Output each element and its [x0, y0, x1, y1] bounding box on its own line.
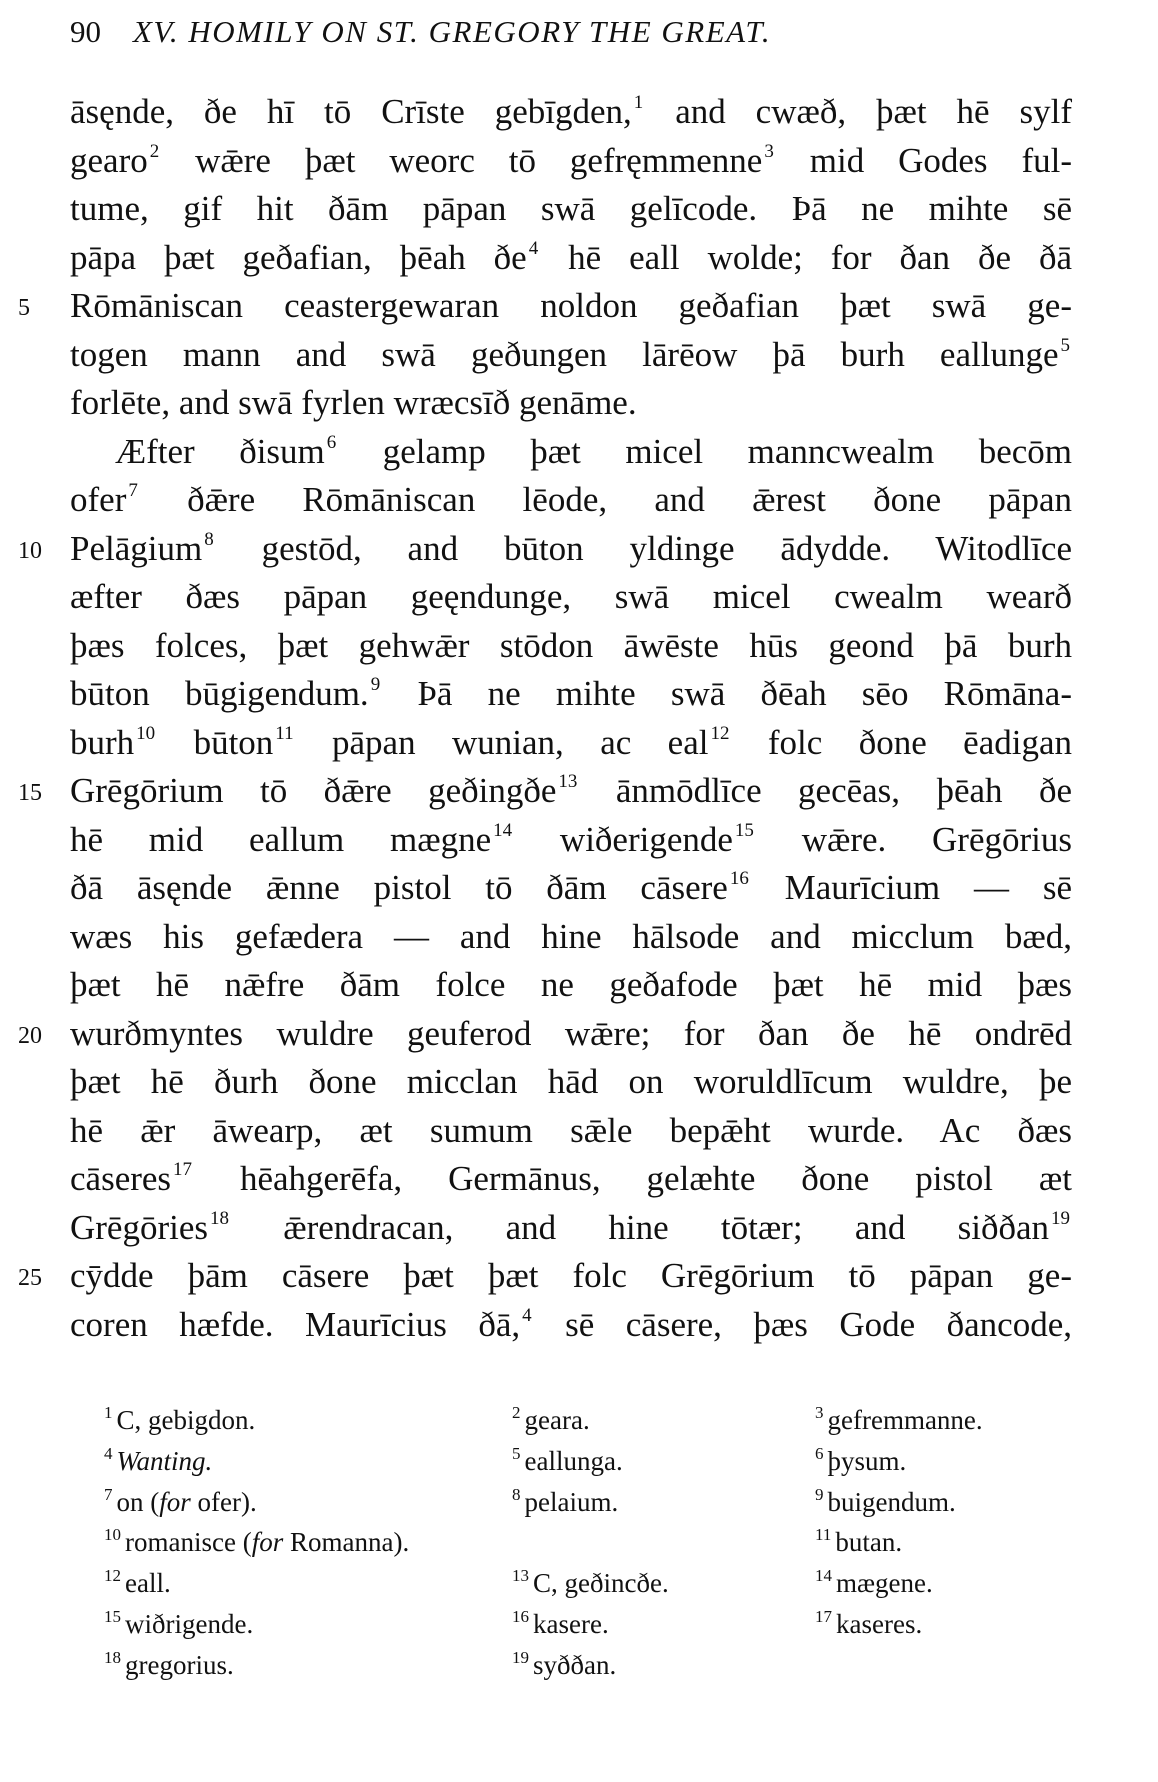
line-text — [70, 622, 1072, 671]
text-run: ofer). — [190, 1486, 257, 1517]
line-text — [70, 816, 1072, 865]
line-text — [70, 767, 1072, 816]
text-line — [70, 185, 1072, 234]
running-header — [70, 14, 1010, 54]
text-run: gestōd, and būton yldinge ādydde. Witodlīce — [215, 528, 1072, 568]
text-line — [70, 573, 1072, 622]
footnote — [815, 1563, 933, 1603]
line-text — [70, 1058, 1072, 1107]
footnote — [512, 1482, 618, 1522]
footnote — [815, 1522, 902, 1562]
running-title: XV. HOMILY ON ST. GREGORY THE GREAT. — [133, 14, 772, 49]
text-run: geara. — [524, 1405, 590, 1435]
text-run: þæt hē nǣfre ðām folce ne geðafode þæt hē mid þæs — [70, 965, 1072, 1004]
text-run: tume, gif hit ðām pāpan swā gelīcode. Þā ne mihte sē — [70, 189, 1072, 228]
text-run: kaseres. — [836, 1609, 923, 1639]
text-line — [70, 1155, 1072, 1204]
footnote-reference: 9 — [370, 674, 381, 695]
text-line — [18, 1010, 1072, 1059]
italic-text: for — [159, 1486, 191, 1517]
line-number: 15 — [18, 780, 42, 806]
footnote — [104, 1482, 257, 1522]
text-line — [70, 864, 1072, 913]
footnote-number: 11 — [815, 1525, 832, 1545]
text-run: ofer — [70, 480, 127, 519]
text-run: pāpa þæt geðafian, þēah ðe — [70, 237, 527, 277]
text-run: hēahgerēfa, Germānus, gelæhte ðone pistol æt — [194, 1159, 1072, 1198]
footnote — [815, 1400, 983, 1440]
line-number: 10 — [18, 537, 42, 564]
text-run: āsęnde, ðe hī tō Crīste gebīgden, — [70, 92, 632, 131]
text-line — [70, 476, 1072, 525]
text-line — [70, 1058, 1072, 1107]
text-run: gearo — [70, 140, 148, 180]
text-line — [70, 816, 1072, 865]
text-run: C, geðincðe. — [533, 1568, 669, 1599]
text-run: sē cāsere, þæs Gode ðancode, — [533, 1304, 1072, 1344]
text-run: burh — [70, 722, 135, 762]
text-line — [70, 1204, 1072, 1253]
text-line — [70, 428, 1072, 477]
text-run: gelamp þæt micel manncwealm becōm — [338, 431, 1072, 471]
text-run: wiðrigende. — [125, 1609, 254, 1639]
text-run: Rōmāniscan ceastergewaran noldon geðafian þæt swā ge- — [70, 286, 1072, 325]
text-run: þæs folces, þæt gehwǣr stōdon āwēste hūs geond þā burh — [70, 625, 1072, 665]
text-run: būton būgigendum. — [70, 674, 369, 713]
footnote — [815, 1441, 906, 1481]
text-run: wurðmyntes wuldre geuferod wǣre; for ðan ðe hē ondrēd — [70, 1013, 1072, 1053]
text-run: wǣre. Grēgōrius — [755, 819, 1073, 859]
text-run: Æfter ðisum — [115, 431, 325, 471]
line-number: 25 — [18, 1265, 42, 1291]
text-run: þysum. — [827, 1445, 907, 1476]
text-line — [18, 1252, 1072, 1301]
line-text — [70, 331, 1072, 380]
footnote-number: 5 — [512, 1443, 521, 1463]
footnote-reference: 14 — [493, 819, 513, 841]
text-run: hē eall wolde; for ðan ðe ðā — [540, 237, 1072, 277]
text-run: Pelāgium — [70, 528, 203, 568]
line-text — [70, 282, 1072, 331]
line-text — [70, 670, 1072, 719]
footnote-number: 8 — [512, 1484, 521, 1504]
footnote — [104, 1522, 409, 1562]
text-run: þæt hē ðurh ðone micclan hād on woruldlīcum wuldre, þe — [70, 1062, 1072, 1101]
footnote-number: 12 — [104, 1566, 121, 1586]
text-run: coren hæfde. Maurīcius ðā, — [70, 1304, 521, 1344]
text-run: cāseres — [70, 1159, 172, 1198]
text-run: on ( — [116, 1486, 160, 1517]
footnote — [512, 1645, 616, 1685]
text-run: ānmōdlīce gecēas, þēah ðe — [579, 771, 1073, 810]
text-run: ǣrendracan, and hine tōtær; and siððan — [231, 1207, 1049, 1247]
text-run: romanisce ( — [125, 1527, 252, 1558]
footnote-reference: 11 — [275, 722, 294, 744]
text-run: and cwæð, þæt hē sylf — [645, 92, 1072, 131]
text-run: folc ðone ēadigan — [731, 722, 1072, 762]
text-line — [70, 331, 1072, 380]
text-run: būton — [157, 722, 274, 762]
text-run: eall. — [125, 1568, 171, 1599]
text-run: Maurīcium — sē — [750, 868, 1072, 907]
line-text — [70, 476, 1072, 525]
line-text — [70, 913, 1072, 962]
text-line — [18, 767, 1073, 816]
footnote-number: 17 — [815, 1607, 832, 1626]
footnote-number: 13 — [512, 1566, 529, 1586]
text-run: wæs his gefædera — and hine hālsode and micclum bæd, — [70, 916, 1072, 956]
footnote-reference: 6 — [326, 431, 337, 453]
line-number: 5 — [18, 295, 30, 321]
main-text — [18, 88, 1073, 1349]
text-line — [70, 1107, 1072, 1156]
line-text — [70, 137, 1072, 186]
footnote — [104, 1441, 212, 1481]
footnote — [815, 1604, 922, 1644]
line-text — [70, 1252, 1072, 1301]
text-run: buigendum. — [827, 1486, 956, 1517]
text-run: forlēte, and swā fyrlen wræcsīð genāme. — [70, 383, 637, 422]
footnote-number: 15 — [104, 1607, 121, 1626]
line-text — [70, 1010, 1072, 1059]
footnote-reference: 12 — [710, 722, 730, 744]
line-text — [70, 1204, 1072, 1253]
footnote — [104, 1604, 253, 1644]
text-line — [70, 88, 1072, 137]
text-run: C, gebigdon. — [116, 1405, 256, 1435]
footnote-number: 2 — [512, 1403, 521, 1422]
text-run: kasere. — [533, 1609, 609, 1639]
text-run: cȳdde þām cāsere þæt þæt folc Grēgōrium tō pāpan ge- — [70, 1256, 1072, 1295]
footnote-reference: 5 — [1060, 334, 1070, 356]
footnote-number: 14 — [815, 1566, 832, 1586]
footnote-reference: 16 — [729, 868, 749, 889]
text-run: wǣre þæt weorc tō gefręmmenne — [161, 140, 763, 180]
text-line — [18, 282, 1072, 331]
footnote-reference: 7 — [128, 480, 138, 501]
text-line — [70, 913, 1072, 962]
text-line — [70, 961, 1072, 1010]
footnote-reference: 3 — [764, 140, 774, 162]
footnote-reference: 13 — [558, 771, 578, 792]
footnote-reference: 17 — [173, 1159, 193, 1180]
footnote-reference: 1 — [633, 92, 644, 113]
line-text — [70, 1301, 1072, 1350]
text-run: gregorius. — [125, 1649, 234, 1680]
italic-text: for — [251, 1527, 284, 1558]
text-run: mægene. — [836, 1568, 933, 1599]
text-run: pāpan wunian, ac eal — [295, 722, 709, 762]
footnote — [815, 1482, 956, 1522]
footnote — [512, 1441, 623, 1481]
line-text — [70, 525, 1072, 574]
footnote-number: 1 — [104, 1403, 113, 1422]
line-text — [70, 1155, 1072, 1204]
footnote-number: 3 — [815, 1403, 824, 1422]
footnote — [104, 1400, 255, 1440]
footnote-reference: 15 — [734, 819, 754, 841]
text-run: Grēgōrium tō ðǣre geðingðe — [70, 771, 557, 810]
line-text — [70, 961, 1072, 1010]
footnote-number: 7 — [104, 1484, 113, 1504]
footnote-number: 19 — [512, 1647, 529, 1667]
footnote — [104, 1563, 171, 1603]
footnote — [104, 1645, 234, 1685]
text-run: hē ǣr āwearp, æt sumum sǣle bepǣht wurde. Ac ðæs — [70, 1110, 1072, 1150]
footnote-reference: 8 — [204, 528, 214, 550]
text-run: ðā āsęnde ǣnne pistol tō ðām cāsere — [70, 868, 728, 907]
text-run: togen mann and swā geðungen lārēow þā burh eallunge — [70, 334, 1059, 374]
footnote-number: 6 — [815, 1443, 824, 1463]
line-text — [70, 719, 1072, 768]
text-run: butan. — [835, 1527, 903, 1558]
footnote-reference: 19 — [1051, 1207, 1070, 1229]
line-text — [70, 1107, 1072, 1156]
text-run: wiðerigende — [514, 819, 733, 859]
text-line — [70, 137, 1072, 186]
footnote-number: 9 — [815, 1484, 824, 1504]
footnote-number: 16 — [512, 1607, 529, 1626]
footnote-number: 18 — [104, 1647, 121, 1667]
line-text — [70, 864, 1072, 913]
line-text — [70, 428, 1072, 477]
text-line — [70, 719, 1072, 768]
text-line — [70, 379, 1072, 428]
text-run: ðǣre Rōmāniscan lēode, and ǣrest ðone pāpan — [139, 480, 1072, 519]
italic-text: Wanting. — [116, 1445, 213, 1476]
line-text — [70, 234, 1072, 283]
text-run: hē mid eallum mægne — [70, 819, 492, 859]
text-run: æfter ðæs pāpan geęndunge, swā micel cwealm wearð — [70, 577, 1072, 616]
text-run: gefremmanne. — [827, 1405, 983, 1435]
text-run: eallunga. — [524, 1445, 623, 1476]
text-run: mid Godes ful- — [775, 140, 1072, 180]
footnote-number: 10 — [104, 1525, 121, 1545]
footnote — [512, 1604, 609, 1644]
line-text — [70, 88, 1072, 137]
text-run: syððan. — [533, 1649, 617, 1680]
footnote — [512, 1400, 590, 1440]
line-text — [70, 379, 1072, 428]
text-run: Grēgōries — [70, 1207, 209, 1247]
footnote-reference: 4 — [522, 1304, 532, 1326]
footnote — [512, 1563, 669, 1603]
line-number: 20 — [18, 1022, 42, 1049]
footnote-number: 4 — [104, 1443, 113, 1463]
text-run: pelaium. — [524, 1486, 619, 1517]
footnote-reference: 10 — [136, 722, 156, 744]
page-number: 90 — [70, 14, 101, 49]
text-line — [70, 234, 1072, 283]
line-text — [70, 185, 1072, 234]
footnote-reference: 4 — [528, 237, 539, 259]
footnote-reference: 2 — [149, 140, 160, 162]
text-line — [70, 670, 1072, 719]
text-run: Romanna). — [283, 1527, 410, 1558]
text-line — [70, 1301, 1072, 1350]
text-line — [18, 525, 1072, 574]
text-line — [70, 622, 1072, 671]
text-run: Þā ne mihte swā ðēah sēo Rōmāna- — [382, 674, 1072, 713]
line-text — [70, 573, 1072, 622]
footnote-reference: 18 — [210, 1207, 230, 1229]
